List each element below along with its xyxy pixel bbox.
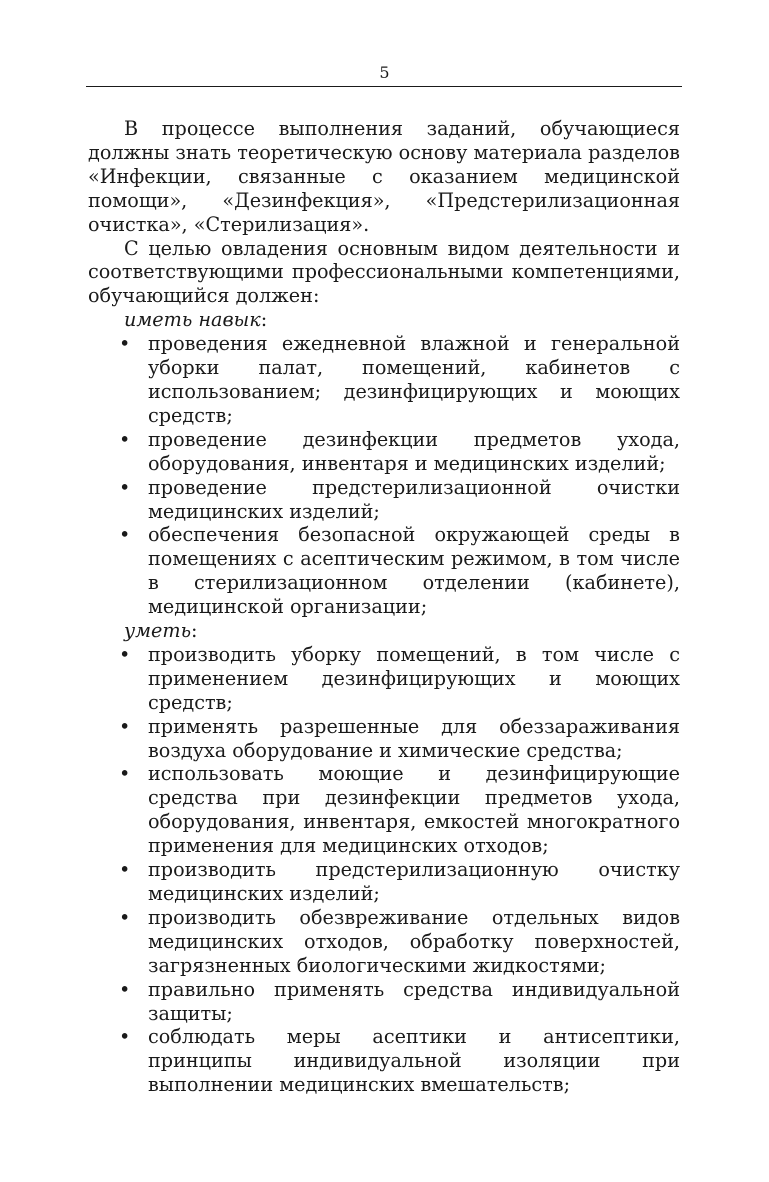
goal-paragraph: С целью овладения основным видом деятельности и соответствующими профессиональными компетенциями, обучающийся должен:	[88, 236, 680, 308]
list-item-text: проведения ежедневной влажной и генеральной уборки палат, помещений, кабинетов с использованием; дезинфицирующих и моющих средств;	[148, 332, 680, 427]
abilities-lead-text: уметь	[124, 619, 192, 643]
list-item-text: применять разрешенные для обеззараживания воздуха оборудование и химические средства;	[148, 714, 680, 762]
bullet-icon: •	[119, 642, 131, 666]
list-item	[88, 428, 680, 476]
skills-list	[88, 332, 680, 619]
list-item	[88, 643, 680, 715]
list-item-text: производить обезвреживание отдельных видов медицинских отходов, обработку поверхностей, загрязненных биологическими жидкостями;	[148, 905, 680, 977]
bullet-icon: •	[119, 427, 131, 451]
skills-lead-text: иметь навык	[124, 308, 261, 332]
bullet-icon: •	[119, 905, 131, 929]
abilities-list	[88, 643, 680, 1097]
intro-paragraph: В процессе выполнения заданий, обучающиеся должны знать теоретическую основу материала разделов «Инфекции, связанные с оказанием медицинской помощи», «Дезинфекция», «Предстерилизационная очистка», «Стерилизация».	[88, 117, 680, 236]
page-number: 5	[379, 63, 390, 82]
list-item	[88, 762, 680, 858]
bullet-icon: •	[119, 475, 131, 499]
bullet-icon: •	[119, 858, 131, 882]
bullet-icon: •	[119, 332, 131, 356]
bullet-icon: •	[119, 762, 131, 786]
abilities-lead	[88, 619, 680, 643]
list-item-text: правильно применять средства индивидуальной защиты;	[148, 977, 680, 1025]
header-rule	[86, 86, 682, 87]
page-body	[88, 117, 680, 1097]
list-item-text: соблюдать меры асептики и антисептики, принципы индивидуальной изоляции при выполнении медицинских вмешательств;	[148, 1025, 680, 1097]
list-item-text: использовать моющие и дезинфицирующие средства при дезинфекции предметов ухода, оборудования, инвентаря, емкостей многократного применения для медицинских отходов;	[148, 762, 680, 858]
list-item	[88, 858, 680, 906]
skills-lead	[88, 308, 680, 332]
list-item	[88, 523, 680, 619]
bullet-icon: •	[119, 523, 131, 547]
abilities-lead-colon: :	[191, 619, 198, 643]
list-item-text: производить предстерилизационную очистку медицинских изделий;	[148, 858, 680, 905]
list-item-text: проведение дезинфекции предметов ухода, оборудования, инвентаря и медицинских изделий;	[148, 427, 680, 475]
list-item	[88, 978, 680, 1026]
list-item	[88, 715, 680, 763]
list-item-text: проведение предстерилизационной очистки медицинских изделий;	[148, 475, 680, 523]
bullet-icon: •	[119, 714, 131, 738]
list-item	[88, 476, 680, 524]
skills-lead-colon: :	[260, 308, 268, 332]
list-item	[88, 906, 680, 978]
list-item	[88, 332, 680, 428]
list-item	[88, 1025, 680, 1097]
bullet-icon: •	[119, 1025, 131, 1049]
list-item-text: обеспечения безопасной окружающей среды в помещениях с асептическим режимом, в том числе в стерилизационном отделении (кабинете), медицинской организации;	[148, 523, 680, 619]
list-item-text: производить уборку помещений, в том числе с применением дезинфицирующих и моющих средств;	[148, 642, 680, 714]
bullet-icon: •	[119, 977, 131, 1001]
